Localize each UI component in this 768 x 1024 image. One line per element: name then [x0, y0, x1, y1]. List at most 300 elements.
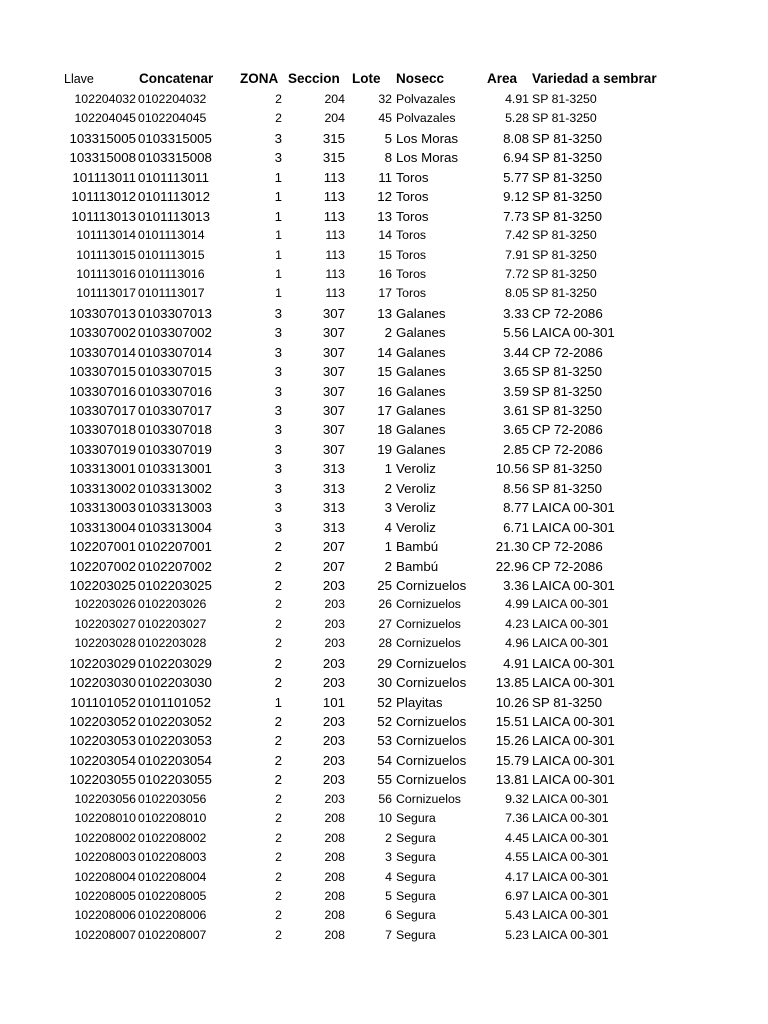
cell-seccion: 207	[322, 558, 345, 574]
header-zona: ZONA	[240, 71, 279, 86]
cell-zona: 3	[274, 403, 282, 418]
cell-llave: 103313001	[69, 461, 136, 477]
cell-seccion: 313	[322, 519, 345, 535]
cell-area: 2.85	[503, 441, 529, 457]
cell-lote: 8	[384, 150, 392, 166]
cell-zona: 2	[274, 675, 282, 691]
cell-seccion: 203	[322, 772, 345, 788]
cell-zona: 3	[274, 305, 282, 321]
cell-seccion: 203	[324, 616, 345, 631]
cell-nosecc: Veroliz	[396, 519, 436, 535]
cell-concatenar: 0102203029	[138, 655, 212, 671]
cell-seccion: 113	[325, 266, 345, 281]
cell-seccion: 307	[322, 344, 345, 360]
table-row	[0, 440, 768, 459]
table-row	[0, 129, 768, 148]
cell-llave: 103307014	[69, 344, 136, 360]
cell-seccion: 203	[322, 733, 345, 749]
cell-variedad: SP 81-3250	[532, 189, 602, 205]
cell-nosecc: Galanes	[396, 305, 446, 321]
cell-nosecc: Toros	[396, 247, 427, 262]
cell-concatenar: 0102207002	[138, 558, 212, 574]
cell-llave: 101101052	[70, 694, 136, 710]
cell-nosecc: Cornizuelos	[396, 655, 467, 671]
cell-zona: 3	[274, 383, 282, 399]
cell-lote: 15	[377, 364, 392, 380]
cell-zona: 3	[274, 500, 282, 516]
cell-lote: 14	[377, 344, 392, 360]
cell-lote: 52	[377, 694, 392, 710]
cell-concatenar: 0103315005	[138, 130, 212, 146]
cell-zona: 1	[274, 694, 282, 710]
cell-variedad: LAICA 00-301	[532, 577, 615, 593]
cell-lote: 6	[385, 908, 392, 923]
cell-variedad: LAICA 00-301	[532, 752, 615, 768]
cell-zona: 3	[274, 461, 282, 477]
cell-area: 6.94	[503, 150, 529, 166]
cell-lote: 1	[384, 539, 392, 555]
cell-zona: 1	[274, 189, 282, 205]
table-row	[0, 284, 768, 303]
cell-concatenar: 0102208002	[138, 830, 207, 845]
cell-seccion: 208	[324, 908, 345, 923]
cell-concatenar: 0102208004	[138, 869, 207, 884]
cell-nosecc: Segura	[396, 830, 436, 845]
cell-variedad: SP 81-3250	[532, 111, 597, 126]
cell-lote: 26	[378, 597, 392, 612]
cell-variedad: LAICA 00-301	[532, 325, 615, 341]
cell-zona: 2	[275, 111, 282, 126]
cell-llave: 102208007	[74, 927, 136, 942]
cell-area: 3.65	[503, 422, 529, 438]
cell-area: 7.42	[505, 228, 529, 243]
cell-llave: 102208010	[74, 811, 136, 826]
cell-variedad: SP 81-3250	[532, 228, 597, 243]
cell-concatenar: 0103307019	[138, 441, 212, 457]
cell-lote: 14	[378, 228, 392, 243]
table-row	[0, 537, 768, 556]
cell-variedad: CP 72-2086	[532, 558, 603, 574]
cell-variedad: SP 81-3250	[532, 266, 597, 281]
table-row	[0, 887, 768, 906]
spreadsheet-table	[0, 68, 768, 945]
cell-llave: 101113013	[71, 208, 136, 224]
cell-nosecc: Cornizuelos	[396, 791, 461, 806]
cell-zona: 2	[275, 597, 282, 612]
cell-llave: 102208004	[74, 869, 136, 884]
cell-concatenar: 0103313004	[138, 519, 212, 535]
cell-zona: 2	[275, 830, 282, 845]
cell-seccion: 203	[324, 597, 345, 612]
cell-seccion: 307	[322, 364, 345, 380]
cell-lote: 18	[377, 422, 392, 438]
cell-lote: 2	[384, 480, 392, 496]
cell-llave: 103307016	[69, 383, 136, 399]
cell-concatenar: 0103313002	[138, 480, 212, 496]
cell-nosecc: Bambú	[396, 558, 439, 574]
cell-area: 8.56	[503, 480, 529, 496]
cell-concatenar: 0102204045	[138, 111, 207, 126]
cell-seccion: 307	[322, 403, 345, 418]
cell-zona: 2	[275, 927, 282, 942]
cell-variedad: LAICA 00-301	[532, 830, 609, 845]
cell-zona: 2	[274, 752, 282, 768]
cell-seccion: 203	[324, 791, 345, 806]
cell-area: 9.12	[503, 189, 529, 205]
cell-seccion: 313	[322, 461, 345, 477]
cell-variedad: LAICA 00-301	[532, 888, 609, 903]
cell-nosecc: Galanes	[396, 403, 446, 418]
table-row	[0, 343, 768, 362]
cell-llave: 102208006	[74, 908, 136, 923]
cell-zona: 2	[274, 558, 282, 574]
cell-llave: 101113017	[76, 286, 136, 301]
cell-zona: 1	[275, 228, 282, 243]
cell-llave: 102203053	[69, 733, 136, 749]
cell-variedad: SP 81-3250	[532, 364, 602, 380]
cell-concatenar: 0102203030	[138, 675, 212, 691]
cell-nosecc: Veroliz	[396, 461, 436, 477]
table-row	[0, 868, 768, 887]
cell-nosecc: Segura	[396, 927, 436, 942]
cell-concatenar: 0101101052	[138, 694, 211, 710]
cell-area: 4.55	[505, 850, 529, 865]
cell-area: 15.26	[495, 733, 529, 749]
cell-concatenar: 0103313003	[138, 500, 212, 516]
cell-area: 21.30	[495, 539, 529, 555]
cell-zona: 2	[275, 908, 282, 923]
cell-seccion: 313	[322, 480, 345, 496]
cell-concatenar: 0101113012	[138, 189, 210, 205]
cell-concatenar: 0101113016	[138, 266, 205, 281]
cell-concatenar: 0102203026	[138, 597, 207, 612]
cell-seccion: 203	[322, 714, 345, 729]
header-llave: Llave	[64, 72, 94, 86]
cell-lote: 56	[378, 791, 392, 806]
header-concatenar: Concatenar	[139, 71, 214, 86]
cell-seccion: 203	[322, 752, 345, 768]
table-row	[0, 809, 768, 828]
cell-concatenar: 0103307013	[138, 305, 212, 321]
cell-llave: 102203026	[74, 597, 136, 612]
cell-lote: 3	[384, 500, 392, 516]
cell-lote: 1	[384, 461, 392, 477]
table-row	[0, 148, 768, 167]
cell-variedad: LAICA 00-301	[532, 500, 615, 516]
cell-area: 7.72	[505, 266, 529, 281]
cell-area: 4.91	[503, 655, 529, 671]
cell-area: 13.85	[495, 675, 529, 691]
cell-seccion: 113	[323, 169, 345, 185]
cell-llave: 103313003	[69, 500, 136, 516]
cell-zona: 2	[274, 655, 282, 671]
table-row	[0, 304, 768, 323]
cell-lote: 17	[378, 286, 392, 301]
cell-llave: 102203055	[69, 772, 136, 788]
table-row	[0, 829, 768, 848]
cell-variedad: SP 81-3250	[532, 130, 602, 146]
cell-area: 15.51	[495, 714, 529, 729]
cell-lote: 4	[384, 519, 392, 535]
cell-lote: 45	[378, 111, 392, 126]
cell-llave: 103315008	[69, 150, 136, 166]
cell-llave: 103307013	[69, 305, 136, 321]
cell-zona: 1	[274, 208, 282, 224]
table-body	[0, 90, 768, 945]
cell-seccion: 208	[324, 869, 345, 884]
cell-lote: 55	[377, 772, 392, 788]
cell-lote: 27	[378, 616, 392, 631]
cell-lote: 30	[377, 675, 392, 691]
cell-concatenar: 0103307016	[138, 383, 212, 399]
cell-area: 3.36	[503, 577, 529, 593]
cell-nosecc: Cornizuelos	[396, 616, 461, 631]
cell-nosecc: Segura	[396, 811, 436, 826]
cell-concatenar: 0102203052	[138, 714, 212, 729]
cell-variedad: LAICA 00-301	[532, 733, 615, 749]
cell-nosecc: Segura	[396, 869, 436, 884]
cell-variedad: LAICA 00-301	[532, 655, 615, 671]
table-row	[0, 382, 768, 401]
cell-nosecc: Cornizuelos	[396, 675, 467, 691]
cell-area: 7.36	[505, 811, 529, 826]
table-row	[0, 848, 768, 867]
cell-area: 5.23	[505, 927, 529, 942]
cell-llave: 103315005	[69, 130, 136, 146]
cell-area: 6.97	[505, 888, 529, 903]
cell-concatenar: 0102203056	[138, 791, 207, 806]
header-lote: Lote	[352, 71, 381, 86]
cell-seccion: 204	[324, 111, 345, 126]
cell-area: 7.91	[505, 247, 529, 262]
cell-lote: 16	[378, 266, 392, 281]
cell-llave: 102203054	[69, 752, 136, 768]
cell-llave: 102208003	[74, 850, 136, 865]
cell-variedad: LAICA 00-301	[532, 850, 609, 865]
cell-variedad: SP 81-3250	[532, 480, 602, 496]
cell-concatenar: 0102208006	[138, 908, 207, 923]
table-row	[0, 207, 768, 226]
cell-seccion: 113	[323, 208, 345, 224]
cell-lote: 7	[385, 927, 392, 942]
cell-lote: 5	[385, 888, 392, 903]
cell-zona: 2	[275, 888, 282, 903]
cell-zona: 2	[274, 539, 282, 555]
cell-area: 4.99	[505, 597, 529, 612]
cell-concatenar: 0101113014	[138, 228, 205, 243]
cell-llave: 101113016	[76, 266, 136, 281]
cell-nosecc: Cornizuelos	[396, 714, 467, 729]
cell-variedad: LAICA 00-301	[532, 772, 615, 788]
cell-area: 5.28	[505, 111, 529, 126]
cell-variedad: SP 81-3250	[532, 208, 602, 224]
cell-zona: 3	[274, 480, 282, 496]
table-row	[0, 479, 768, 498]
table-row	[0, 265, 768, 284]
cell-zona: 2	[275, 616, 282, 631]
cell-seccion: 307	[322, 305, 345, 321]
cell-area: 3.65	[503, 364, 529, 380]
cell-variedad: SP 81-3250	[532, 461, 602, 477]
table-row	[0, 246, 768, 265]
cell-concatenar: 0103315008	[138, 150, 212, 166]
cell-zona: 3	[274, 422, 282, 438]
cell-lote: 2	[385, 830, 392, 845]
cell-variedad: LAICA 00-301	[532, 869, 609, 884]
cell-seccion: 307	[322, 325, 345, 341]
cell-concatenar: 0102207001	[138, 539, 212, 555]
cell-nosecc: Galanes	[396, 325, 446, 341]
cell-llave: 102204032	[74, 92, 136, 106]
cell-seccion: 203	[322, 675, 345, 691]
cell-lote: 13	[377, 305, 392, 321]
cell-llave: 102203028	[74, 636, 136, 651]
table-row	[0, 168, 768, 187]
table-row	[0, 634, 768, 653]
cell-llave: 101113015	[76, 247, 136, 262]
cell-llave: 101113011	[72, 169, 136, 185]
cell-variedad: LAICA 00-301	[532, 908, 609, 923]
cell-nosecc: Playitas	[396, 694, 443, 710]
cell-llave: 102207002	[69, 558, 136, 574]
cell-area: 5.43	[505, 908, 529, 923]
cell-lote: 2	[384, 558, 392, 574]
table-row	[0, 90, 768, 109]
cell-nosecc: Veroliz	[396, 480, 436, 496]
cell-llave: 103313002	[69, 480, 136, 496]
cell-nosecc: Cornizuelos	[396, 752, 467, 768]
table-row	[0, 226, 768, 245]
cell-lote: 16	[377, 383, 392, 399]
cell-nosecc: Cornizuelos	[396, 636, 461, 651]
cell-nosecc: Cornizuelos	[396, 577, 467, 593]
cell-nosecc: Segura	[396, 908, 436, 923]
cell-nosecc: Segura	[396, 850, 436, 865]
cell-seccion: 113	[325, 247, 345, 262]
cell-variedad: SP 81-3250	[532, 169, 602, 185]
cell-nosecc: Bambú	[396, 539, 439, 555]
cell-area: 5.56	[503, 325, 529, 341]
cell-concatenar: 0103307014	[138, 344, 212, 360]
cell-zona: 2	[275, 811, 282, 826]
cell-seccion: 113	[323, 189, 345, 205]
cell-lote: 53	[377, 733, 392, 749]
cell-seccion: 208	[324, 811, 345, 826]
cell-lote: 13	[377, 208, 392, 224]
cell-nosecc: Veroliz	[396, 500, 436, 516]
cell-area: 7.73	[503, 208, 529, 224]
cell-concatenar: 0101113015	[138, 247, 205, 262]
cell-llave: 102203030	[69, 675, 136, 691]
cell-llave: 102203056	[74, 791, 136, 806]
cell-seccion: 313	[322, 500, 345, 516]
cell-concatenar: 0102208003	[138, 850, 207, 865]
cell-concatenar: 0102203053	[138, 733, 212, 749]
cell-zona: 2	[274, 714, 282, 729]
table-row	[0, 595, 768, 614]
table-row	[0, 498, 768, 517]
table-row	[0, 187, 768, 206]
cell-concatenar: 0103307018	[138, 422, 212, 438]
cell-nosecc: Polvazales	[396, 111, 456, 126]
cell-lote: 4	[385, 869, 392, 884]
cell-variedad: LAICA 00-301	[532, 927, 609, 942]
cell-zona: 2	[274, 577, 282, 593]
cell-llave: 101113014	[76, 228, 136, 243]
cell-variedad: SP 81-3250	[532, 247, 597, 262]
table-row	[0, 693, 768, 712]
cell-area: 3.59	[503, 383, 529, 399]
cell-zona: 2	[274, 772, 282, 788]
table-row	[0, 751, 768, 770]
table-row	[0, 420, 768, 439]
cell-llave: 101113012	[71, 189, 136, 205]
cell-variedad: SP 81-3250	[532, 286, 597, 301]
cell-seccion: 113	[325, 228, 345, 243]
cell-area: 8.05	[505, 286, 529, 301]
cell-variedad: LAICA 00-301	[532, 519, 615, 535]
cell-variedad: CP 72-2086	[532, 344, 603, 360]
table-row	[0, 323, 768, 342]
cell-area: 4.91	[505, 92, 529, 106]
cell-variedad: CP 72-2086	[532, 441, 603, 457]
cell-area: 5.77	[503, 169, 529, 185]
cell-zona: 2	[275, 791, 282, 806]
table-row	[0, 362, 768, 381]
cell-zona: 2	[275, 869, 282, 884]
cell-nosecc: Cornizuelos	[396, 772, 467, 788]
cell-nosecc: Toros	[396, 266, 427, 281]
cell-area: 9.32	[505, 791, 529, 806]
cell-lote: 12	[377, 189, 392, 205]
cell-llave: 102207001	[69, 539, 136, 555]
cell-nosecc: Polvazales	[396, 92, 456, 106]
cell-llave: 102203025	[69, 577, 136, 593]
table-row	[0, 654, 768, 673]
cell-concatenar: 0103307017	[138, 403, 212, 418]
table-row	[0, 712, 768, 731]
header-row	[0, 68, 768, 90]
cell-variedad: LAICA 00-301	[532, 791, 609, 806]
cell-zona: 2	[275, 636, 282, 651]
cell-variedad: SP 81-3250	[532, 92, 597, 106]
cell-llave: 102203029	[69, 655, 136, 671]
cell-area: 10.56	[495, 461, 529, 477]
cell-seccion: 207	[322, 539, 345, 555]
cell-concatenar: 0101113011	[138, 169, 209, 185]
cell-lote: 28	[378, 636, 392, 651]
cell-llave: 103307019	[69, 441, 136, 457]
cell-llave: 102208002	[74, 830, 136, 845]
cell-variedad: CP 72-2086	[532, 305, 603, 321]
cell-lote: 32	[378, 92, 392, 106]
table-row	[0, 906, 768, 925]
cell-variedad: SP 81-3250	[532, 383, 602, 399]
cell-zona: 2	[274, 733, 282, 749]
cell-seccion: 315	[322, 150, 345, 166]
cell-variedad: CP 72-2086	[532, 539, 603, 555]
cell-concatenar: 0101113017	[138, 286, 205, 301]
cell-nosecc: Cornizuelos	[396, 733, 467, 749]
cell-zona: 3	[274, 150, 282, 166]
cell-nosecc: Galanes	[396, 364, 446, 380]
cell-concatenar: 0101113013	[138, 208, 210, 224]
cell-nosecc: Toros	[396, 228, 427, 243]
cell-seccion: 113	[325, 286, 345, 301]
cell-lote: 54	[377, 752, 392, 768]
table-row	[0, 615, 768, 634]
cell-nosecc: Los Moras	[396, 130, 459, 146]
